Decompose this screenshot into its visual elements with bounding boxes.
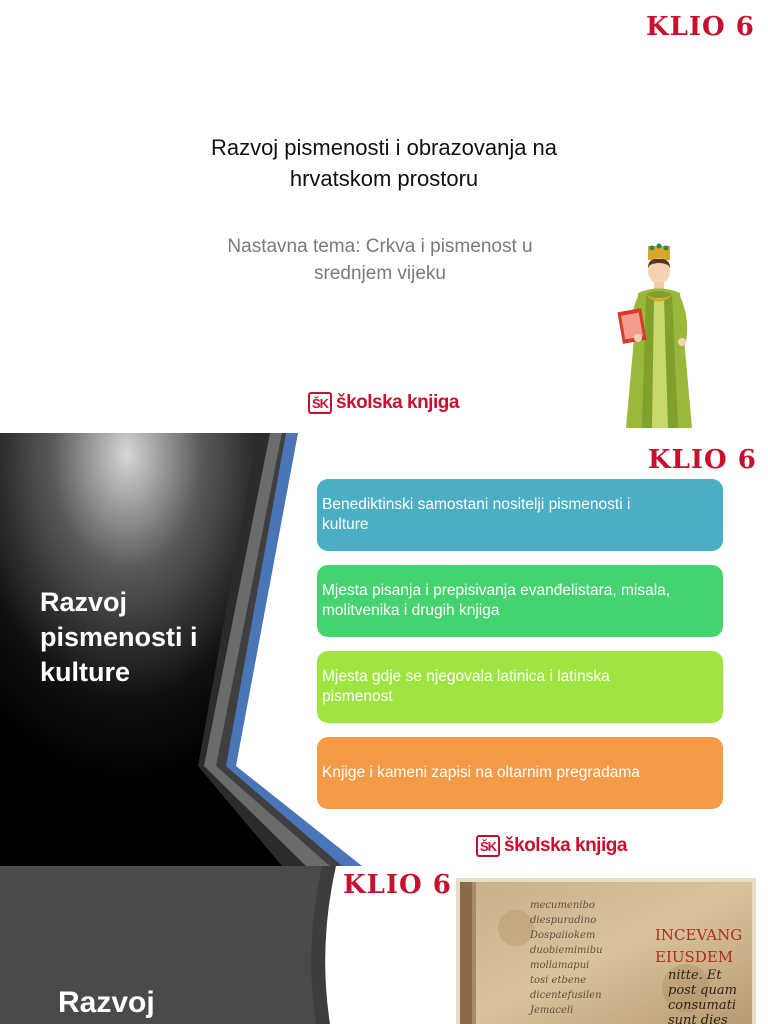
rubric-line: INCEVANG (655, 926, 743, 944)
manuscript-line: tosi etbene (530, 975, 587, 986)
box-line: pismenost (322, 688, 393, 705)
subtitle-line: Nastavna tema: Crkva i pismenost u (227, 236, 533, 257)
manuscript-left-text (530, 898, 603, 1018)
manuscript-line: consumati (668, 998, 736, 1013)
publisher-logo (308, 392, 459, 414)
title-line: Razvoj pismenosti i obrazovanja na (210, 135, 558, 160)
subtitle-line: srednjem vijeku (314, 263, 446, 284)
info-box-benedictine (317, 479, 723, 551)
info-box-latin (317, 651, 723, 723)
publisher-name: školska knjiga (504, 835, 627, 856)
klio-brand: KLIO 6 (343, 870, 452, 900)
queen-illustration (608, 238, 708, 433)
info-box-stone-records (317, 737, 723, 809)
publisher-logo (476, 835, 627, 857)
publisher-mark: ŠK (308, 392, 332, 414)
box-line: Knjige i kameni zapisi na oltarnim pregradama (322, 764, 640, 781)
slide-2 (0, 433, 768, 866)
box-line: Mjesta pisanja i prepisivanja evanđelistara, misala, (322, 582, 671, 599)
publisher-mark: ŠK (476, 835, 500, 857)
title-line: pismenosti i (40, 622, 198, 652)
box-line: Mjesta gdje se njegovala latinica i latinska (322, 668, 610, 685)
slide-3 (0, 866, 768, 1024)
rubric-line: EIUSDEM (655, 948, 734, 966)
manuscript-right-text (668, 968, 737, 1024)
title-line: hrvatskom prostoru (289, 166, 479, 191)
manuscript-line: duobiemimibu (530, 945, 603, 956)
title-line: kulture (40, 657, 131, 687)
publisher-name: školska knjiga (336, 392, 459, 413)
manuscript-rubric (655, 924, 742, 968)
manuscript-line: nitte. Et (668, 968, 722, 983)
manuscript-line: mecumenibo (530, 900, 595, 911)
info-box-writing-places (317, 565, 723, 637)
slide-title (150, 132, 618, 194)
manuscript-line: Jemaceli (530, 1005, 574, 1016)
section-title (40, 585, 200, 690)
manuscript-line: mollamapui (530, 960, 590, 971)
box-line: kulture (322, 516, 369, 533)
box-line: molitvenika i drugih knjiga (322, 602, 500, 619)
klio-brand: KLIO 6 (648, 445, 757, 475)
klio-brand: KLIO 6 (646, 12, 755, 42)
slide-1 (0, 0, 768, 433)
box-line: Benediktinski samostani nositelji pismenosti i (322, 496, 631, 513)
manuscript-line: post quam (668, 983, 737, 998)
manuscript-line: diespuradino (530, 915, 597, 926)
slide-subtitle (180, 233, 580, 287)
manuscript-line: dicentefusilen (530, 990, 602, 1001)
title-line: Razvoj (40, 587, 128, 617)
section-title: Razvoj (58, 986, 155, 1019)
manuscript-line: sunt dies (668, 1013, 728, 1024)
manuscript-line: Dospaiiokem (530, 930, 596, 941)
